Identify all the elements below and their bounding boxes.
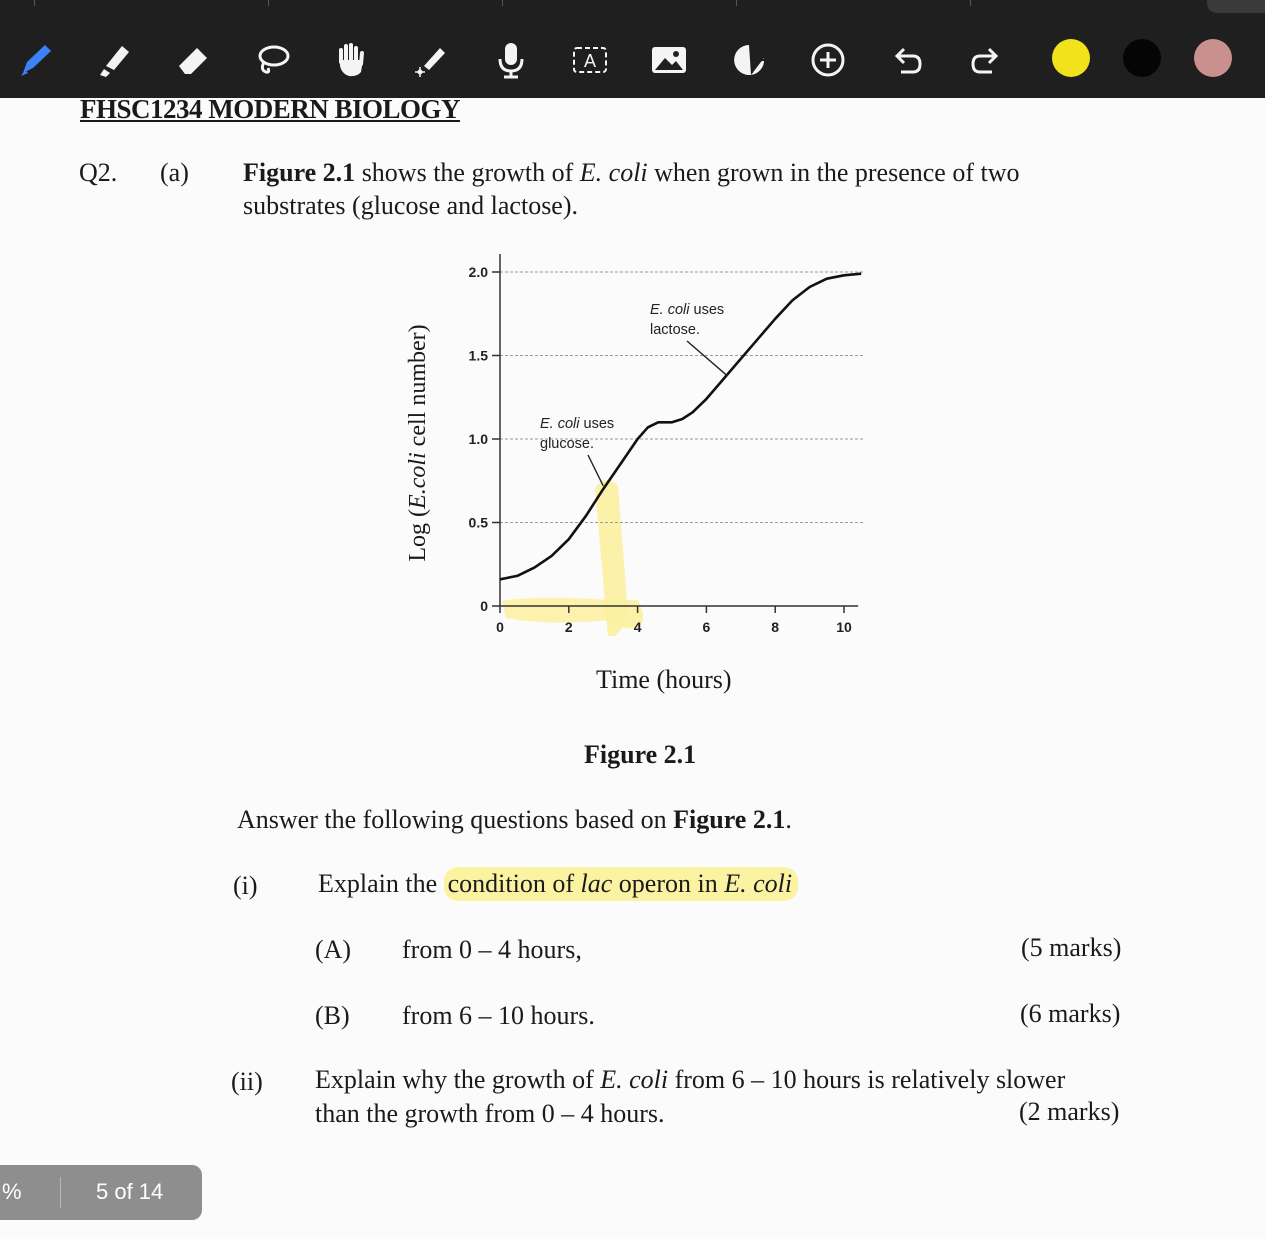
annotation-label: E. coli uses bbox=[650, 302, 725, 318]
question-ii-line2: than the growth from 0 – 4 hours. bbox=[315, 1099, 665, 1128]
sticker-icon[interactable] bbox=[726, 37, 772, 83]
question-ii-line1: Explain why the growth of E. coli from 6 – 10 hours is relatively slower bbox=[315, 1065, 1066, 1094]
lasso-icon[interactable] bbox=[249, 37, 295, 83]
page-indicator[interactable] bbox=[0, 1165, 202, 1220]
svg-text:A: A bbox=[583, 51, 597, 71]
undo-icon[interactable] bbox=[884, 37, 930, 83]
zoom-indicator: % bbox=[2, 1179, 22, 1204]
hand-icon[interactable] bbox=[328, 37, 374, 83]
divider bbox=[34, 0, 35, 6]
figure-ref: Figure 2.1 bbox=[243, 158, 356, 187]
y-tick-label: 0 bbox=[480, 598, 488, 614]
laser-pointer-icon[interactable] bbox=[407, 37, 453, 83]
x-tick-label: 6 bbox=[702, 619, 711, 635]
color-swatch-yellow[interactable] bbox=[1052, 39, 1090, 77]
question-a-marks: (5 marks) bbox=[1021, 933, 1122, 962]
annotation-toolbar bbox=[0, 0, 1265, 98]
question-intro-line1: Figure 2.1 shows the growth of E. coli when grown in the presence of two bbox=[243, 158, 1020, 187]
question-a-label: (A) bbox=[315, 935, 352, 964]
annotation-pointer bbox=[687, 341, 727, 376]
x-tick-label: 0 bbox=[496, 619, 504, 635]
eraser-icon[interactable] bbox=[170, 37, 216, 83]
image-icon[interactable] bbox=[646, 37, 692, 83]
add-icon[interactable] bbox=[805, 37, 851, 83]
course-header: FHSC1234 MODERN BIOLOGY bbox=[80, 94, 461, 124]
annotation-pointer bbox=[588, 455, 603, 486]
x-tick-label: 2 bbox=[564, 619, 573, 635]
figure-caption: Figure 2.1 bbox=[584, 740, 697, 769]
microphone-icon[interactable] bbox=[488, 37, 534, 83]
text-box-icon[interactable] bbox=[567, 37, 613, 83]
question-a-text: from 0 – 4 hours, bbox=[402, 935, 582, 964]
x-tick-label: 4 bbox=[633, 619, 642, 635]
divider bbox=[736, 0, 737, 6]
divider bbox=[970, 0, 971, 6]
question-b-text: from 6 – 10 hours. bbox=[402, 1001, 595, 1030]
question-i-text: Explain the condition of lac operon in E. coli bbox=[318, 869, 798, 899]
divider bbox=[502, 0, 503, 6]
y-axis-label: Log (E.coli cell number) bbox=[405, 324, 431, 562]
color-swatch-black[interactable] bbox=[1123, 39, 1161, 77]
annotation-label: E. coli uses bbox=[540, 416, 615, 432]
highlight-stroke bbox=[502, 598, 610, 623]
x-tick-label: 10 bbox=[836, 619, 852, 635]
question-number: Q2. bbox=[79, 158, 118, 187]
y-tick-label: 1.0 bbox=[468, 431, 488, 447]
annotation-label: lactose. bbox=[650, 322, 700, 338]
instruction: Answer the following questions based on Figure 2.1. bbox=[237, 805, 792, 834]
toolbar-handle[interactable] bbox=[1207, 0, 1265, 13]
annotation-label: glucose. bbox=[540, 436, 595, 452]
highlighted-text: condition of lac operon in E. coli bbox=[444, 867, 798, 901]
pen-icon[interactable] bbox=[12, 37, 58, 83]
divider bbox=[60, 1177, 61, 1208]
question-b-label: (B) bbox=[315, 1001, 350, 1030]
page-count: 5 of 14 bbox=[96, 1179, 164, 1204]
chart-svg bbox=[400, 248, 880, 718]
x-axis-label: Time (hours) bbox=[596, 665, 732, 694]
highlighter-icon[interactable] bbox=[91, 37, 137, 83]
y-tick-label: 1.5 bbox=[468, 347, 488, 364]
divider bbox=[268, 0, 269, 6]
redo-icon[interactable] bbox=[963, 37, 1009, 83]
y-tick-label: 2.0 bbox=[468, 264, 488, 280]
y-tick-label: 0.5 bbox=[468, 514, 488, 531]
document-page bbox=[0, 94, 1265, 1239]
question-intro-line2: substrates (glucose and lactose). bbox=[243, 191, 579, 220]
question-ii-label: (ii) bbox=[231, 1067, 263, 1096]
question-i-label: (i) bbox=[233, 871, 258, 900]
part-label: (a) bbox=[160, 158, 189, 187]
growth-chart bbox=[400, 248, 880, 718]
question-b-marks: (6 marks) bbox=[1020, 999, 1121, 1028]
question-ii-marks: (2 marks) bbox=[1019, 1097, 1120, 1126]
x-tick-label: 8 bbox=[771, 619, 780, 635]
color-swatch-pink[interactable] bbox=[1194, 39, 1232, 77]
